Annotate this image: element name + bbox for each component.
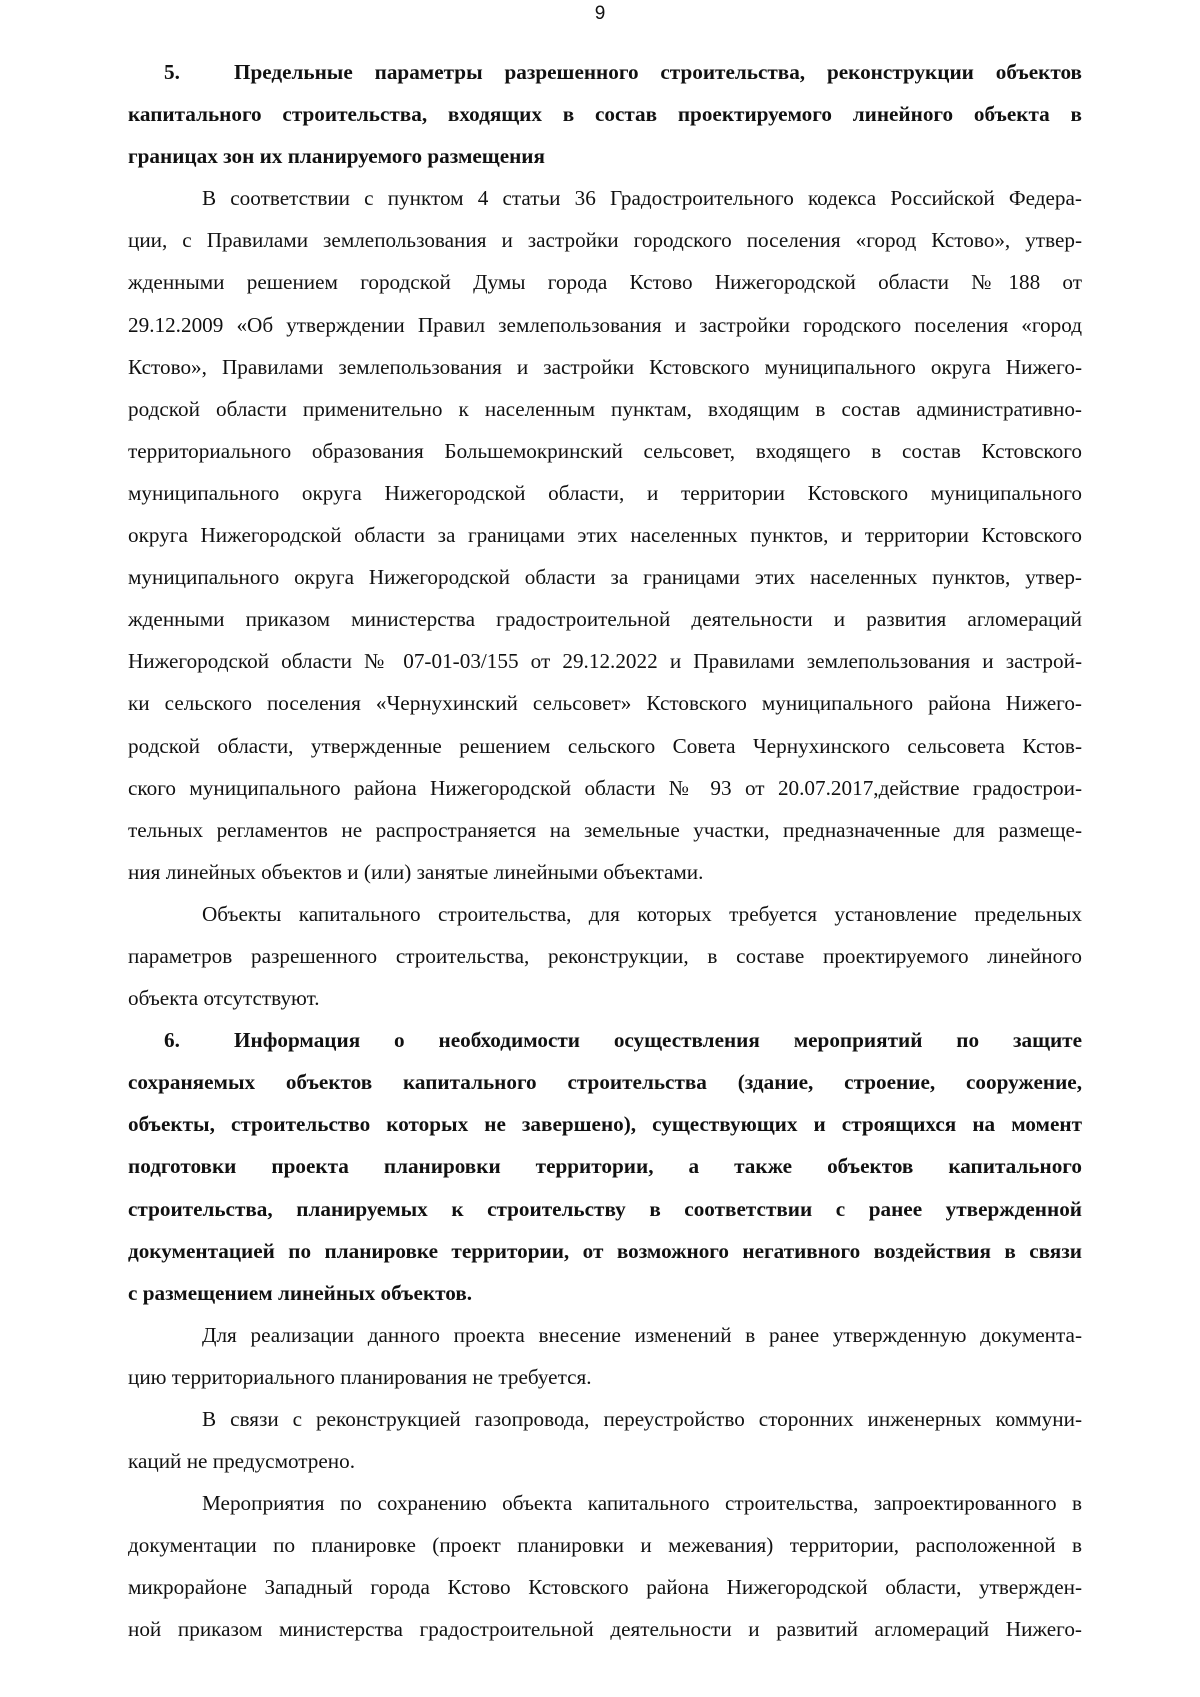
paragraph-line: Кстово», Правилами землепользования и застройки Кстовского муниципального округа Нижего- xyxy=(128,354,1082,379)
paragraph-line: цию территориального планирования не требуется. xyxy=(128,1364,592,1389)
section-6-heading-line: подготовки проекта планировки территории, а также объектов капитального xyxy=(128,1154,1082,1179)
section-6-heading-line: сохраняемых объектов капитального строительства (здание, строение, сооружение, xyxy=(128,1070,1082,1095)
document-body xyxy=(128,51,1082,1651)
paragraph-line: 29.12.2009 «Об утверждении Правил землепользования и застройки городского поселения «город xyxy=(128,312,1082,337)
paragraph-line: ского муниципального района Нижегородской области № 93 от 20.07.2017,действие градострои- xyxy=(128,775,1082,800)
paragraph-line: параметров разрешенного строительства, реконструкции, в составе проектируемого линейного xyxy=(128,943,1082,968)
section-6-heading-line: 6. Информация о необходимости осуществления мероприятий по защите xyxy=(128,1019,1082,1061)
paragraph-line: каций не предусмотрено. xyxy=(128,1449,356,1474)
paragraph-line: жденными приказом министерства градостроительной деятельности и развития агломераций xyxy=(128,607,1082,632)
paragraph-line: тельных регламентов не распространяется на земельные участки, предназначенные для размеще- xyxy=(128,817,1082,842)
paragraph-line: В соответствии с пунктом 4 статьи 36 Градостроительного кодекса Российской Федера- xyxy=(202,186,1082,211)
section-6-heading-line: строительства, планируемых к строительству в соответствии с ранее утвержденной xyxy=(128,1196,1082,1221)
section-6-heading xyxy=(128,1019,1082,1314)
paragraph-line: объекта отсутствуют. xyxy=(128,986,320,1011)
paragraph-line: округа Нижегородской области за границами этих населенных пунктов, и территории Кстовского xyxy=(128,523,1082,548)
paragraph-line: Объекты капитального строительства, для которых требуется установление предельных xyxy=(202,901,1082,926)
paragraph-line: ной приказом министерства градостроительной деятельности и развитий агломераций Нижего- xyxy=(128,1617,1082,1642)
paragraph-line: ки сельского поселения «Чернухинский сельсовет» Кстовского муниципального района Нижего- xyxy=(128,691,1082,716)
paragraph-line: В связи с реконструкцией газопровода, переустройство сторонних инженерных коммуни- xyxy=(202,1407,1082,1431)
paragraph-line: ции, с Правилами землепользования и застройки городского поселения «город Кстово», утвер- xyxy=(128,228,1082,253)
paragraph-line: ния линейных объектов и (или) занятые линейными объектами. xyxy=(128,859,704,884)
section-6-heading-line: документацией по планировке территории, от возможного негативного воздействия в связи xyxy=(128,1238,1082,1263)
section-5-heading xyxy=(128,51,1082,177)
paragraph-line: Для реализации данного проекта внесение изменений в ранее утвержденную документа- xyxy=(202,1322,1082,1347)
section-6-number: 6. xyxy=(164,1028,180,1053)
paragraph-line: жденными решением городской Думы города Кстово Нижегородской области №188 от xyxy=(128,270,1082,295)
section-5-number: 5. xyxy=(164,60,180,84)
section-6-heading-line: объекты, строительство которых не завершено), существующих и строящихся на момент xyxy=(128,1112,1082,1137)
section-6-paragraph-3 xyxy=(128,1482,1082,1650)
section-5-paragraph-1 xyxy=(128,177,1082,893)
section-6-paragraph-1 xyxy=(128,1314,1082,1398)
paragraph-line: родской области, утвержденные решением сельского Совета Чернухинского сельсовета Кстов- xyxy=(128,733,1082,758)
paragraph-line: муниципального округа Нижегородской области за границами этих населенных пунктов, утвер- xyxy=(128,565,1082,590)
paragraph-line: территориального образования Большемокринский сельсовет, входящего в состав Кстовского xyxy=(128,438,1082,463)
section-6-heading-line: с размещением линейных объектов. xyxy=(128,1280,473,1305)
section-5-heading-line: капитального строительства, входящих в состав проектируемого линейного объекта в xyxy=(128,102,1082,127)
paragraph-line: документации по планировке (проект планировки и межевания) территории, расположенной в xyxy=(128,1533,1082,1558)
paragraph-line: Мероприятия по сохранению объекта капитального строительства, запроектированного в xyxy=(202,1491,1082,1516)
page-number: 9 xyxy=(594,3,606,24)
section-6-paragraph-2 xyxy=(128,1398,1082,1482)
paragraph-line: родской области применительно к населенным пунктам, входящим в состав административно- xyxy=(128,396,1082,421)
section-5-heading-line: границах зон их планируемого размещения xyxy=(128,144,545,169)
section-5-heading-line: 5. Предельные параметры разрешенного строительства, реконструкции объектов xyxy=(128,51,1082,93)
paragraph-line: муниципального округа Нижегородской области, и территории Кстовского муниципального xyxy=(128,480,1082,505)
paragraph-line: Нижегородской области № 07-01-03/155 от 29.12.2022 и Правилами землепользования и застрой- xyxy=(128,649,1082,674)
paragraph-line: микрорайоне Западный города Кстово Кстовского района Нижегородской области, утвержден- xyxy=(128,1575,1082,1600)
section-5-paragraph-2 xyxy=(128,893,1082,1019)
